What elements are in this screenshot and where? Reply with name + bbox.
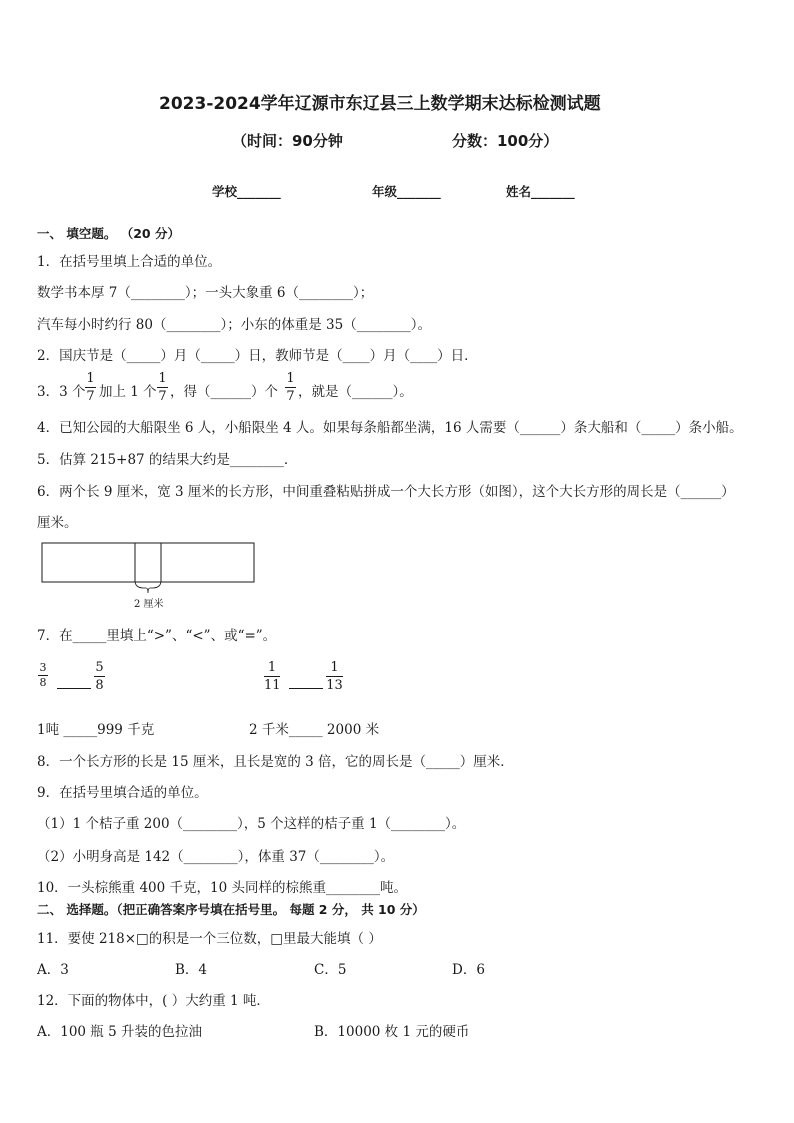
compare-blank[interactable] — [289, 688, 323, 689]
question-3-part-4: ，就是（______）。 — [298, 384, 413, 400]
fraction-one-seventh: 1 7 — [286, 371, 295, 404]
overlap-brace — [135, 582, 161, 593]
question-7: 7．在_____里填上“>”、“<”、或“=”。 — [37, 628, 277, 644]
fraction-one-thirteenth: 1 13 — [326, 660, 343, 693]
option-a[interactable]: A．3 — [37, 962, 69, 978]
question-3-part-1: 3．3 个 — [37, 384, 86, 400]
question-9: 9．在括号里填合适的单位。 — [37, 785, 208, 801]
question-12: 12．下面的物体中，( ）大约重 1 吨． — [37, 993, 270, 1009]
question-9-line-1: （1）1 个桔子重 200（________），5 个这样的桔子重 1（________）。 — [37, 816, 466, 832]
grade-field: 年级_______ — [372, 184, 441, 199]
option-c[interactable]: C．5 — [314, 962, 347, 978]
exam-score: 分数：100分） — [452, 132, 559, 150]
page-title: 2023-2024学年辽源市东辽县三上数学期末达标检测试题 — [159, 94, 601, 114]
question-4: 4．已知公园的大船限坐 6 人，小船限坐 4 人。如果每条船都坐满，16 人需要（______）条大船和（_____）条小船。 — [37, 420, 743, 436]
fraction-one-eleventh: 1 11 — [264, 660, 281, 693]
fraction-one-seventh: 1 7 — [158, 371, 167, 404]
question-1-line-2: 汽车每小时约行 80（________）；小东的体重是 35（________）。 — [37, 317, 431, 333]
question-10: 10．一头棕熊重 400 千克，10 头同样的棕熊重________吨。 — [37, 880, 407, 896]
question-1-line-1: 数学书本厚 7（________）；一头大象重 6（________）； — [37, 285, 374, 301]
exam-time: （时间：90分钟 — [232, 132, 343, 150]
section-heading-fill-blank: 一、 填空题。 （20 分） — [37, 226, 180, 241]
question-9-line-2: （2）小明身高是 142（________），体重 37（________）。 — [37, 849, 395, 865]
large-rectangle — [42, 543, 254, 582]
overlap-label: 2 厘米 — [134, 599, 164, 610]
fraction-one-seventh: 1 7 — [86, 371, 95, 404]
question-1: 1．在括号里填上合适的单位。 — [37, 254, 222, 270]
question-11: 11．要使 218×□的积是一个三位数，□里最大能填（ ） — [37, 931, 382, 947]
question-5: 5．估算 215+87 的结果大约是________． — [37, 452, 298, 468]
option-a[interactable]: A．100 瓶 5 升装的色拉油 — [37, 1024, 202, 1040]
question-2: 2．国庆节是（_____）月（_____）日，教师节是（____）月（____）日． — [37, 348, 478, 364]
fraction-three-eighths: 3 8 — [39, 661, 47, 689]
option-d[interactable]: D．6 — [452, 962, 485, 978]
question-6-line-2: 厘米。 — [37, 515, 78, 531]
compare-ton-kilogram: 1吨 _____999 千克 — [37, 722, 155, 738]
question-8: 8．一个长方形的长是 15 厘米，且长是宽的 3 倍，它的周长是（_____）厘米． — [37, 754, 514, 770]
compare-kilometer-meter: 2 千米_____ 2000 米 — [249, 722, 380, 738]
option-b[interactable]: B．10000 枚 1 元的硬币 — [314, 1024, 470, 1040]
question-3-part-2: 加上 1 个 — [99, 384, 157, 400]
name-field: 姓名_______ — [506, 184, 575, 199]
question-6-line-1: 6．两个长 9 厘米，宽 3 厘米的长方形，中间重叠粘贴拼成一个大长方形（如图），这个大长方形的周长是（______） — [37, 484, 735, 500]
option-b[interactable]: B．4 — [175, 962, 208, 978]
question-3-part-3: ，得（______）个 — [170, 384, 278, 400]
fraction-five-eighths: 5 8 — [95, 660, 104, 693]
school-field: 学校_______ — [212, 184, 281, 199]
compare-blank[interactable] — [57, 688, 91, 689]
section-heading-multiple-choice: 二、 选择题。（把正确答案序号填在括号里。 每题 2 分， 共 10 分） — [37, 902, 425, 917]
